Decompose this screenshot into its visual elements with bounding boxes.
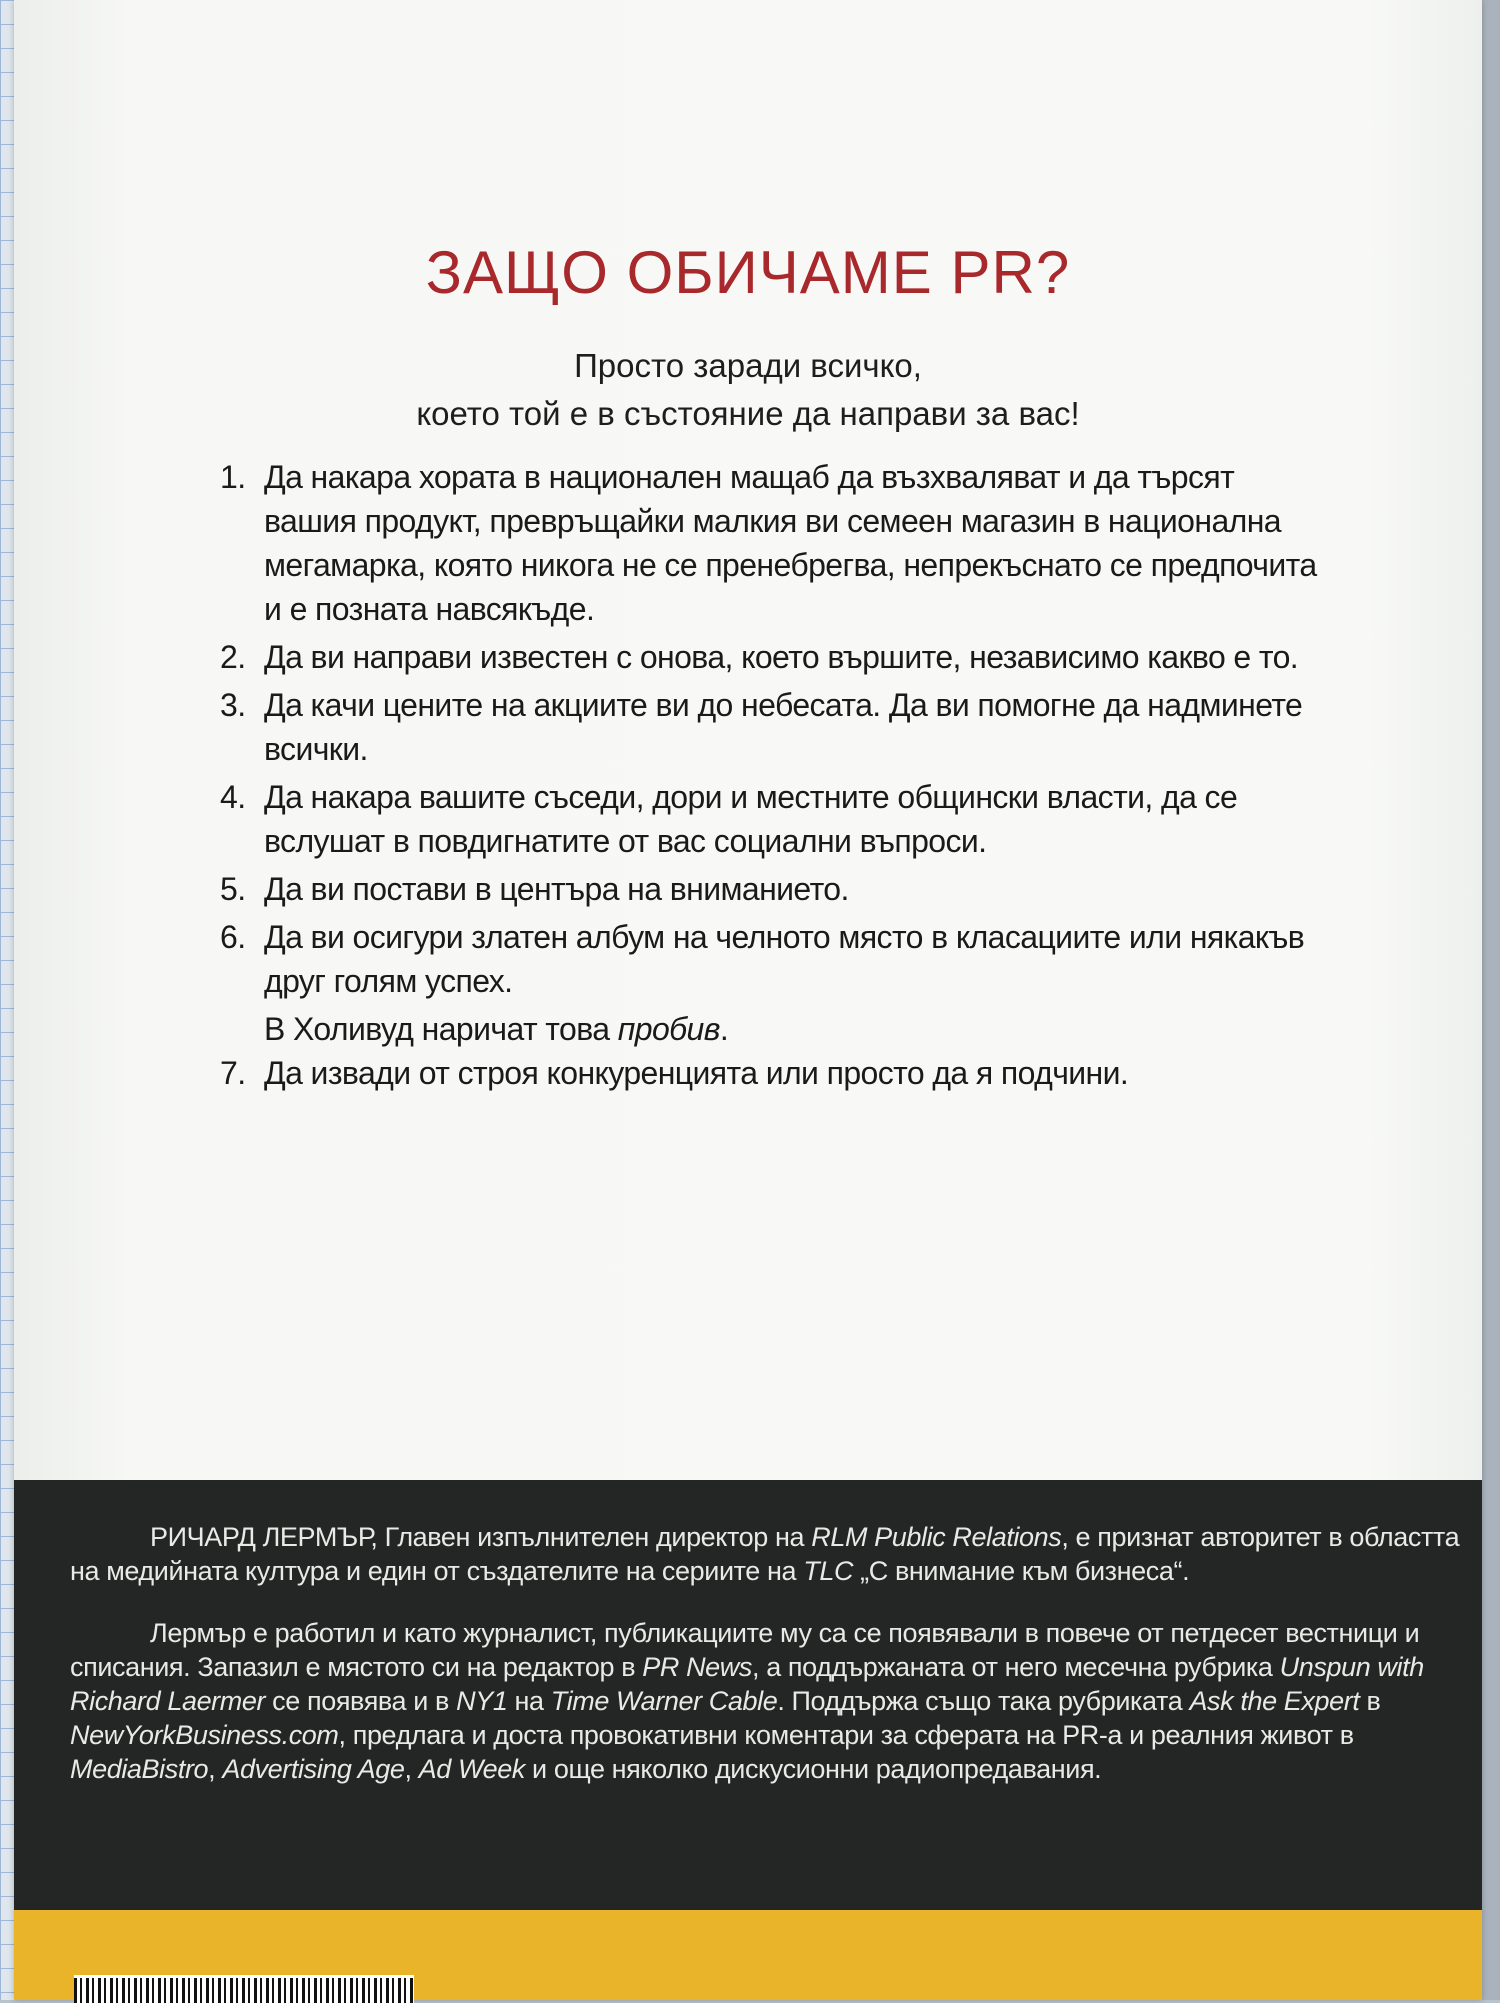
book-back-cover xyxy=(14,0,1482,2000)
bio-emphasis: NY1 xyxy=(456,1686,508,1716)
list-item-text: Да извади от строя конкуренцията или просто да я подчини. xyxy=(264,1055,1129,1091)
bio-emphasis: Ad Week xyxy=(418,1754,525,1784)
list-item xyxy=(220,1051,1320,1095)
list-item-number: 6. xyxy=(220,919,246,955)
bio-emphasis: Unspun with Richard Laermer xyxy=(70,1652,1424,1716)
bio-paragraph-1 xyxy=(70,1520,1470,1588)
bio-emphasis: NewYorkBusiness.com xyxy=(70,1720,339,1750)
list-item-text: Да ви осигури златен албум на челното място в класациите или някакъв друг голям успех. xyxy=(264,919,1305,999)
author-bio xyxy=(70,1520,1470,1814)
bio-text: , xyxy=(404,1754,419,1784)
list-item-text: Да качи цените на акциите ви до небесата. Да ви помогне да надминете всички. xyxy=(264,687,1303,767)
list-item-number: 2. xyxy=(220,639,246,675)
bio-text: РИЧАРД ЛЕРМЪР, Главен изпълнителен директор на xyxy=(150,1522,812,1552)
bio-text: . Поддържа също така рубриката xyxy=(777,1686,1190,1716)
bio-emphasis: MediaBistro xyxy=(70,1754,209,1784)
bio-emphasis: Advertising Age xyxy=(222,1754,405,1784)
list-item-number: 5. xyxy=(220,871,246,907)
bio-text: и още няколко дискусионни радиопредавания. xyxy=(524,1754,1102,1784)
bio-emphasis: TLC xyxy=(803,1556,854,1586)
list-item-number: 7. xyxy=(220,1055,246,1091)
bio-text: , предлага и доста провокативни коментари за сферата на PR-а и реалния живот в xyxy=(338,1720,1354,1750)
list-item-number: 1. xyxy=(220,459,246,495)
bio-text: , а поддържаната от него месечна рубрика xyxy=(752,1652,1280,1682)
bio-text: Лермър е работил и като журналист, публикациите му са се появявали в повече от петдесет вестници и списания. Запазил е мястото си на редактор в xyxy=(70,1618,1420,1682)
benefits-list xyxy=(220,455,1320,1099)
bio-emphasis: Time Warner Cable xyxy=(550,1686,778,1716)
cover-title: ЗАЩО ОБИЧАМЕ PR? xyxy=(425,239,1071,306)
note-emphasis: пробив xyxy=(617,1011,720,1047)
list-item xyxy=(220,867,1320,911)
list-item xyxy=(220,455,1320,631)
list-item xyxy=(220,635,1320,679)
list-item xyxy=(220,775,1320,863)
note-text: В Холивуд наричат това xyxy=(264,1011,618,1047)
bio-paragraph-2 xyxy=(70,1616,1470,1786)
background-edge xyxy=(1480,0,1500,2000)
list-item-text: Да накара вашите съседи, дори и местните общински власти, да се вслушат в повдигнатите от вас социални въпроси. xyxy=(264,779,1238,859)
subtitle-line-1: Просто заради всичко, xyxy=(574,347,922,384)
bio-text: в xyxy=(1359,1686,1381,1716)
bio-emphasis: RLM Public Relations xyxy=(811,1522,1062,1552)
subtitle-line-2: което той е в състояние да направи за вас! xyxy=(416,395,1080,432)
list-item xyxy=(220,915,1320,1003)
bio-text: на xyxy=(507,1686,551,1716)
bio-text: „С внимание към бизнеса“. xyxy=(853,1556,1190,1586)
list-item-number: 3. xyxy=(220,687,246,723)
list-item-text: Да накара хората в национален мащаб да възхваляват и да търсят вашия продукт, превръщайки малкия ви семеен магазин в национална мегамарка, която никога не се пренебрегва, непрекъснато се предпочита и е позната навсякъде. xyxy=(264,459,1317,627)
bio-emphasis: Ask the Expert xyxy=(1189,1686,1360,1716)
hollywood-note xyxy=(220,1007,1320,1051)
note-suffix: . xyxy=(719,1011,729,1047)
list-item-text: Да ви постави в центъра на вниманието. xyxy=(264,871,849,907)
barcode xyxy=(74,1975,414,2003)
cover-subtitle xyxy=(14,342,1482,438)
list-item-text: Да ви направи известен с онова, което вършите, независимо какво е то. xyxy=(264,639,1299,675)
list-item-number: 4. xyxy=(220,779,246,815)
bio-text: се появява и в xyxy=(265,1686,457,1716)
bio-text: , е признат авторитет в областта на медийната култура и един от създателите на сериите на xyxy=(70,1522,1460,1586)
list-item xyxy=(220,683,1320,771)
bio-text: , xyxy=(208,1754,223,1784)
bio-emphasis: PR News xyxy=(642,1652,752,1682)
